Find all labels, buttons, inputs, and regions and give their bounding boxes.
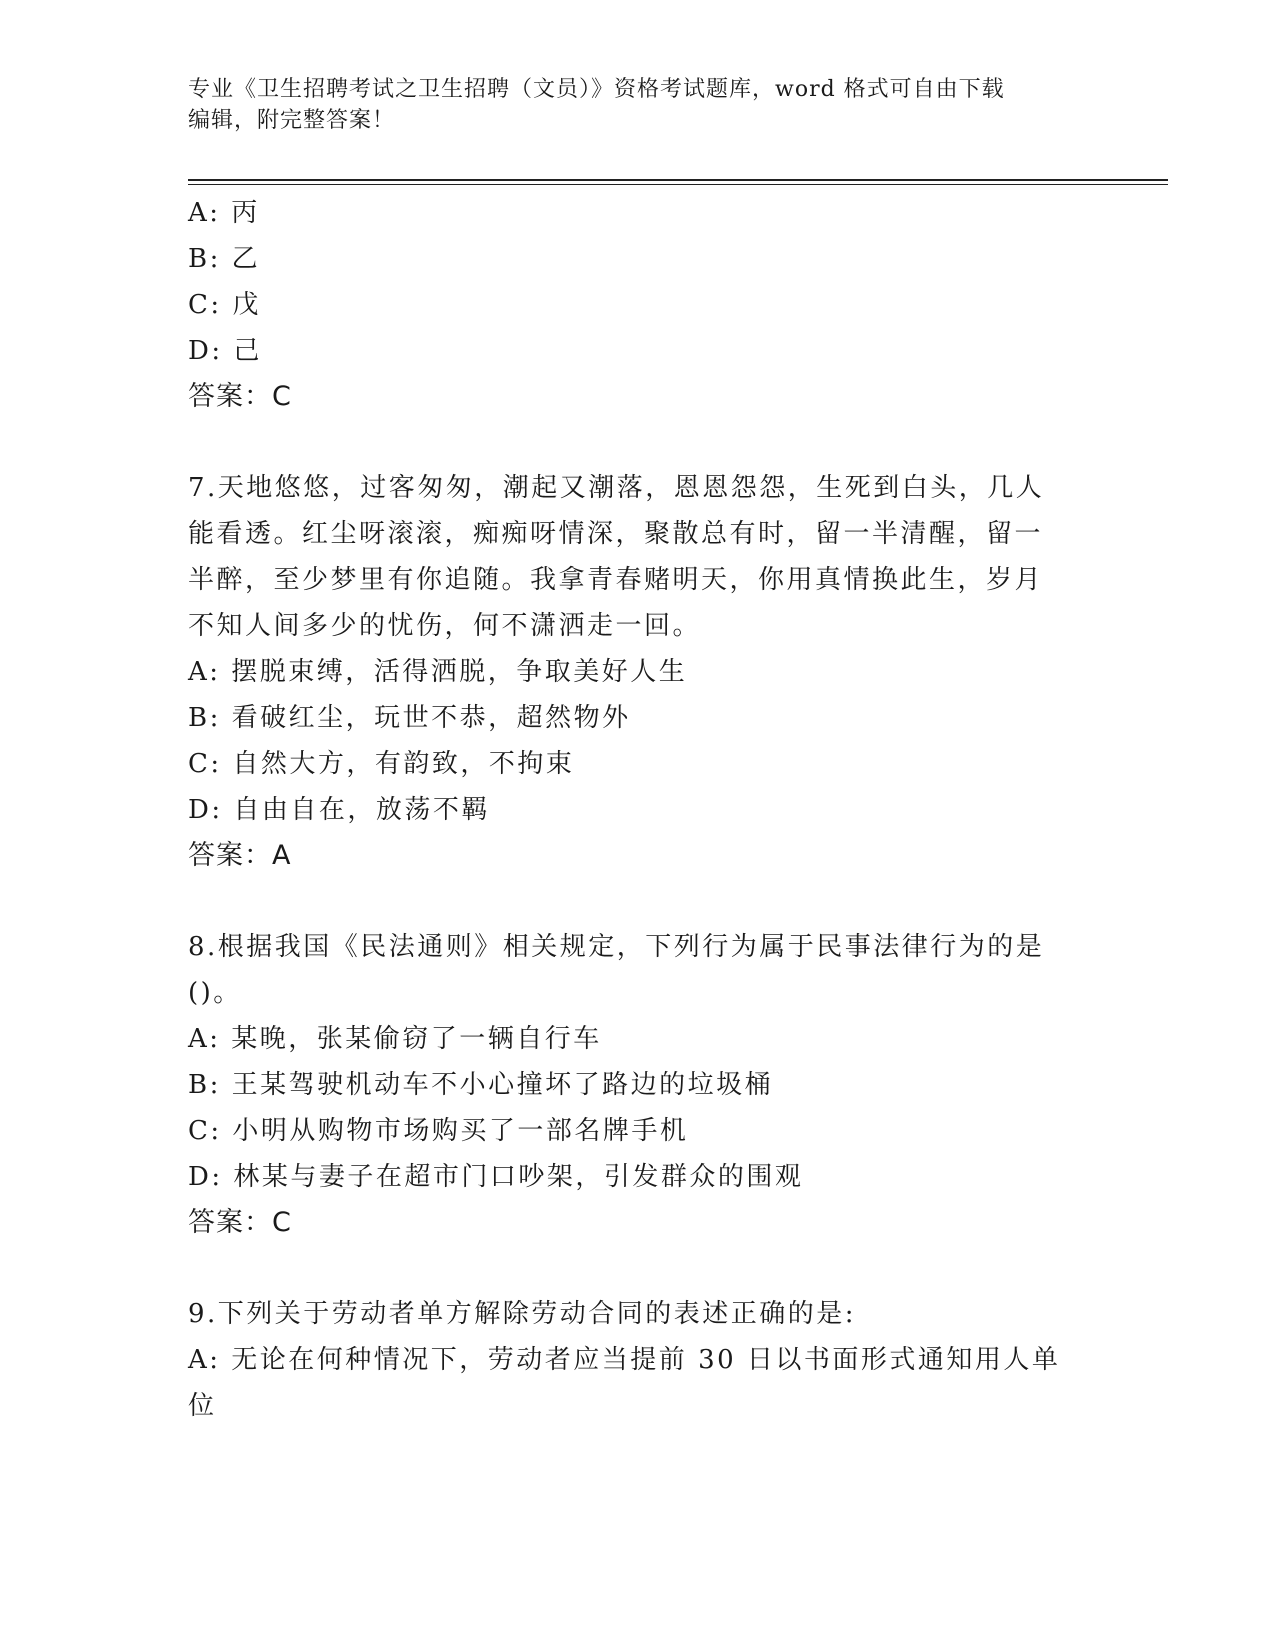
question-8	[188, 924, 1068, 1246]
option-a: A: 某晚，张某偷窃了一辆自行车	[188, 1024, 602, 1054]
question-stem-line: ()。	[188, 978, 242, 1008]
question-stem-line: 8.根据我国《民法通则》相关规定，下列行为属于民事法律行为的是	[188, 932, 1045, 962]
answer: 答案：C	[188, 381, 292, 412]
header-line-1: 专业《卫生招聘考试之卫生招聘（文员）》资格考试题库，word 格式可自由下载	[188, 77, 1005, 102]
header-line-2: 编辑，附完整答案！	[188, 108, 396, 133]
option-c: C: 小明从购物市场购买了一部名牌手机	[188, 1116, 689, 1146]
option-d: D: 己	[188, 336, 262, 366]
option-b: B: 看破红尘，玩世不恭，超然物外	[188, 703, 631, 733]
question-9	[188, 1291, 1068, 1429]
question-list	[188, 190, 1068, 1429]
option-c: C: 戊	[188, 290, 261, 320]
document-header	[188, 74, 1088, 136]
question-6	[188, 190, 1068, 420]
option-b: B: 王某驾驶机动车不小心撞坏了路边的垃圾桶	[188, 1070, 774, 1100]
question-stem-line: 半醉，至少梦里有你追随。我拿青春赌明天，你用真情换此生，岁月	[188, 565, 1044, 595]
option-a: A: 无论在何种情况下，劳动者应当提前 30 日以书面形式通知用人单	[188, 1345, 1061, 1375]
question-stem-line: 7.天地悠悠，过客匆匆，潮起又潮落，恩恩怨怨，生死到白头，几人	[188, 473, 1045, 503]
option-d: D: 自由自在，放荡不羁	[188, 795, 490, 825]
option-d: D: 林某与妻子在超市门口吵架，引发群众的围观	[188, 1162, 804, 1192]
header-divider-thick	[188, 179, 1168, 181]
option-a: A: 丙	[188, 198, 260, 228]
question-stem-line: 9.下列关于劳动者单方解除劳动合同的表述正确的是:	[188, 1299, 857, 1329]
question-stem-line: 不知人间多少的忧伤，何不潇洒走一回。	[188, 611, 702, 641]
answer: 答案：A	[188, 840, 292, 871]
option-a-continued: 位	[188, 1391, 217, 1421]
question-7	[188, 465, 1068, 879]
option-c: C: 自然大方，有韵致，不拘束	[188, 749, 575, 779]
answer: 答案：C	[188, 1207, 292, 1238]
option-b: B: 乙	[188, 244, 261, 274]
header-divider-thin	[188, 184, 1168, 185]
question-stem-line: 能看透。红尘呀滚滚，痴痴呀情深，聚散总有时，留一半清醒，留一	[188, 519, 1044, 549]
option-a: A: 摆脱束缚，活得洒脱，争取美好人生	[188, 657, 688, 687]
